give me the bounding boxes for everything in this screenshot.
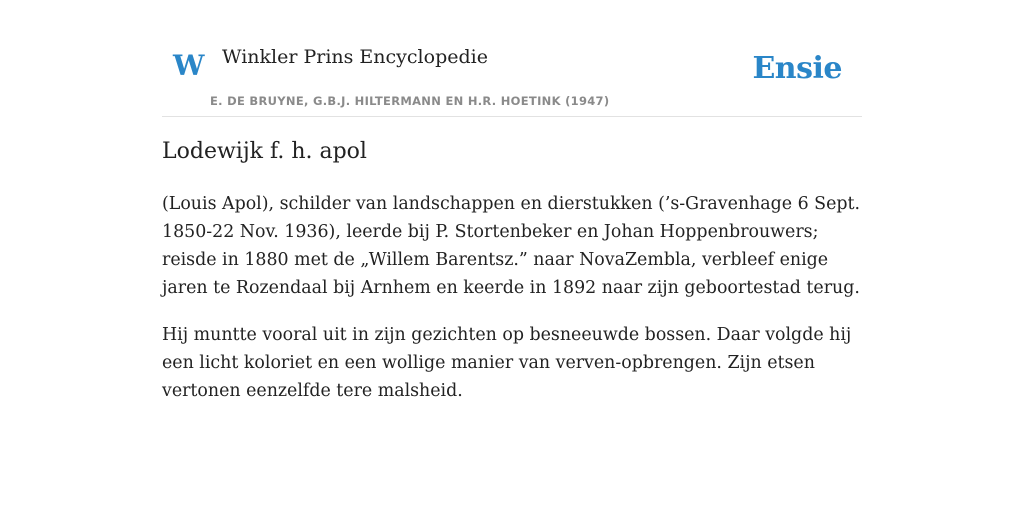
article-paragraph-1: (Louis Apol), schilder van landschappen en dierstukken (’s-Gravenhage 6 Sept. 1850-22 Nov. 1936), leerde bij P. Stortenbeker en Johan Hoppenbrouwers; reisde in 1880 met de „Willem Barentsz.” naar NovaZembla, verbleef enige jaren te Rozendaal bij Arnhem en keerde in 1892 naar zijn geboortestad terug. [162, 193, 861, 298]
article-title: Lodewijk f. h. apol [162, 139, 367, 164]
source-authors: E. DE BRUYNE, G.B.J. HILTERMANN EN H.R. HOETINK (1947) [210, 94, 610, 108]
article-paragraph-2: Hij muntte vooral uit in zijn gezichten op besneeuwde bossen. Daar volgde hij een licht koloriet en een wollige manier van verven-opbrengen. Zijn etsen vertonen eenzelfde tere malsheid. [162, 324, 852, 401]
source-title: Winkler Prins Encyclopedie [222, 46, 488, 68]
article [162, 138, 866, 405]
winkler-prins-logo[interactable]: W [173, 49, 205, 82]
ensie-logo-link[interactable]: Ensie [752, 51, 842, 86]
source-header [162, 0, 862, 117]
